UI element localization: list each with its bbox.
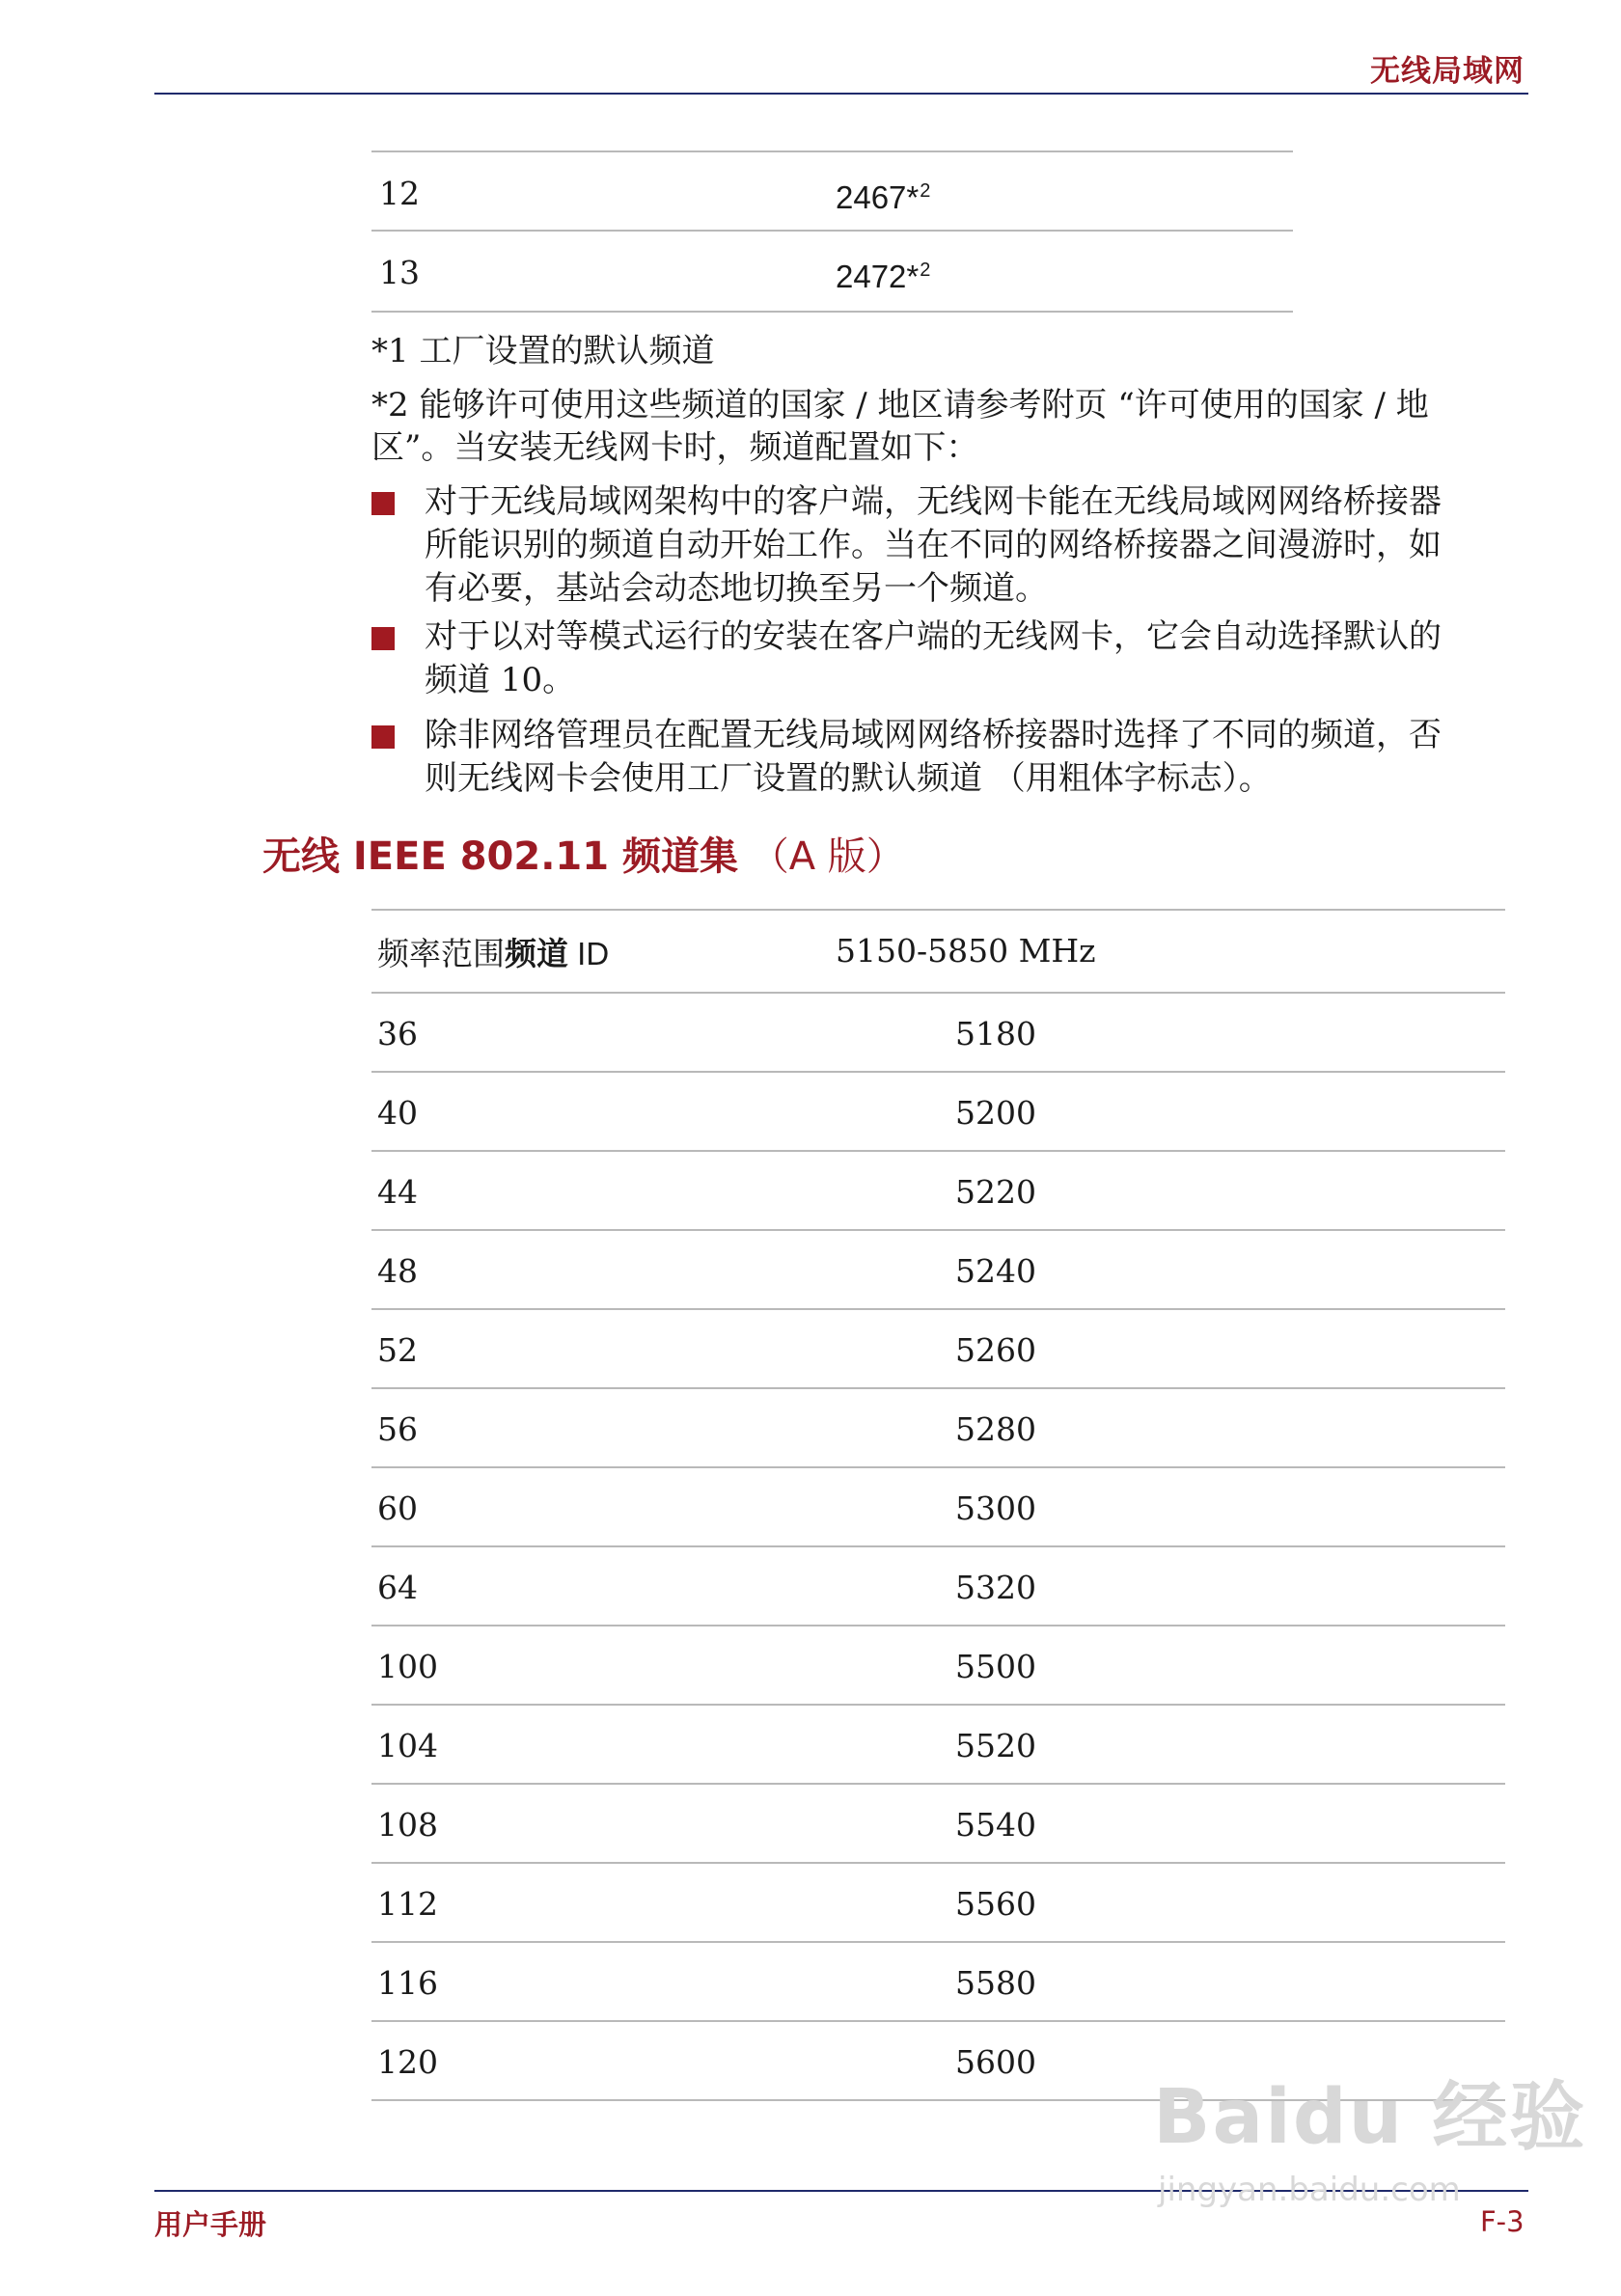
table-cell-frequency: 5580	[955, 1964, 1036, 2002]
table-rule	[371, 230, 1293, 232]
page-number: F-3	[1480, 2205, 1525, 2238]
table-cell-channel: 52	[377, 1331, 418, 1369]
table-cell-channel: 56	[377, 1410, 418, 1448]
table-cell-frequency: 5280	[955, 1410, 1036, 1448]
table-rule	[371, 1545, 1505, 1547]
table-rule	[371, 1783, 1505, 1785]
header-rule	[154, 93, 1528, 95]
table-cell-channel: 120	[377, 2043, 438, 2081]
table-cell-channel: 112	[377, 1885, 438, 1923]
table-rule	[371, 1466, 1505, 1468]
footnote-1: *1 工厂设置的默认频道	[371, 332, 715, 370]
section-title: 无线 IEEE 802.11 频道集 （A 版）	[262, 834, 905, 879]
table-cell-frequency: 5260	[955, 1331, 1036, 1369]
bullet-line: 对于无线局域网架构中的客户端，无线网卡能在无线局域网网络桥接器	[425, 482, 1442, 521]
table-cell-channel: 104	[377, 1727, 438, 1764]
table-cell-frequency: 5220	[955, 1173, 1036, 1211]
table-cell-channel: 36	[377, 1015, 418, 1052]
table-rule	[371, 1229, 1505, 1231]
table-rule	[371, 1704, 1505, 1706]
table-rule	[371, 1308, 1505, 1310]
table-rule	[371, 992, 1505, 994]
table-cell-channel: 13	[379, 254, 420, 291]
table-cell-frequency: 5300	[955, 1490, 1036, 1527]
table-rule	[371, 150, 1293, 152]
table-cell-frequency: 5500	[955, 1648, 1036, 1685]
table-cell-channel: 116	[377, 1964, 438, 2002]
table-cell-frequency: 5320	[955, 1569, 1036, 1606]
table-cell-frequency: 5520	[955, 1727, 1036, 1764]
table-cell-frequency: 5600	[955, 2043, 1036, 2081]
table-cell-channel: 40	[377, 1094, 418, 1132]
table-cell-frequency: 5240	[955, 1252, 1036, 1290]
table-rule	[371, 1387, 1505, 1389]
table-cell-frequency: 5180	[955, 1015, 1036, 1052]
bullet-line: 所能识别的频道自动开始工作。当在不同的网络桥接器之间漫游时，如	[425, 526, 1442, 564]
bullet-line: 对于以对等模式运行的安装在客户端的无线网卡，它会自动选择默认的	[425, 617, 1442, 656]
table-cell-frequency: 5540	[955, 1806, 1036, 1844]
table-header-value: 5150-5850 MHz	[836, 932, 1096, 970]
table-cell-channel: 100	[377, 1648, 438, 1685]
table-rule	[371, 1941, 1505, 1943]
table-cell-channel: 64	[377, 1569, 418, 1606]
table-cell-channel: 48	[377, 1252, 418, 1290]
square-bullet-icon	[371, 725, 395, 749]
table-rule	[371, 1625, 1505, 1626]
watermark-url: jingyan.baidu.com	[1158, 2171, 1461, 2209]
square-bullet-icon	[371, 627, 395, 650]
table-rule	[371, 1071, 1505, 1073]
table-cell-frequency: 5200	[955, 1094, 1036, 1132]
table-cell-frequency: 2472*$^2$	[836, 259, 931, 294]
footer-manual-title: 用户手册	[154, 2208, 267, 2241]
watermark-logo: Baidu 经验	[1153, 2074, 1587, 2161]
table-rule	[371, 1862, 1505, 1864]
square-bullet-icon	[371, 492, 395, 515]
table-cell-channel: 60	[377, 1490, 418, 1527]
table-cell-channel: 12	[379, 175, 420, 212]
bullet-line: 有必要，基站会动态地切换至另一个频道。	[425, 569, 1048, 608]
table-cell-channel: 108	[377, 1806, 438, 1844]
table-rule	[371, 311, 1293, 313]
table-rule	[371, 1150, 1505, 1152]
bullet-line: 则无线网卡会使用工厂设置的默认频道 （用粗体字标志）。	[425, 759, 1272, 798]
table-header-label: 频率范围频道 ID	[377, 935, 610, 972]
footnote-2-line1: *2 能够许可使用这些频道的国家 / 地区请参考附页 “许可使用的国家 / 地	[371, 386, 1429, 424]
running-header-title: 无线局域网	[1370, 54, 1525, 89]
table-rule	[371, 909, 1505, 911]
bullet-line: 频道 10。	[425, 661, 576, 699]
table-cell-frequency: 5560	[955, 1885, 1036, 1923]
table-cell-frequency: 2467*$^2$	[836, 179, 931, 215]
bullet-line: 除非网络管理员在配置无线局域网网络桥接器时选择了不同的频道，否	[425, 716, 1442, 754]
table-rule	[371, 2020, 1505, 2022]
table-cell-channel: 44	[377, 1173, 418, 1211]
footnote-2-line2: 区”。当安装无线网卡时，频道配置如下：	[371, 428, 979, 467]
